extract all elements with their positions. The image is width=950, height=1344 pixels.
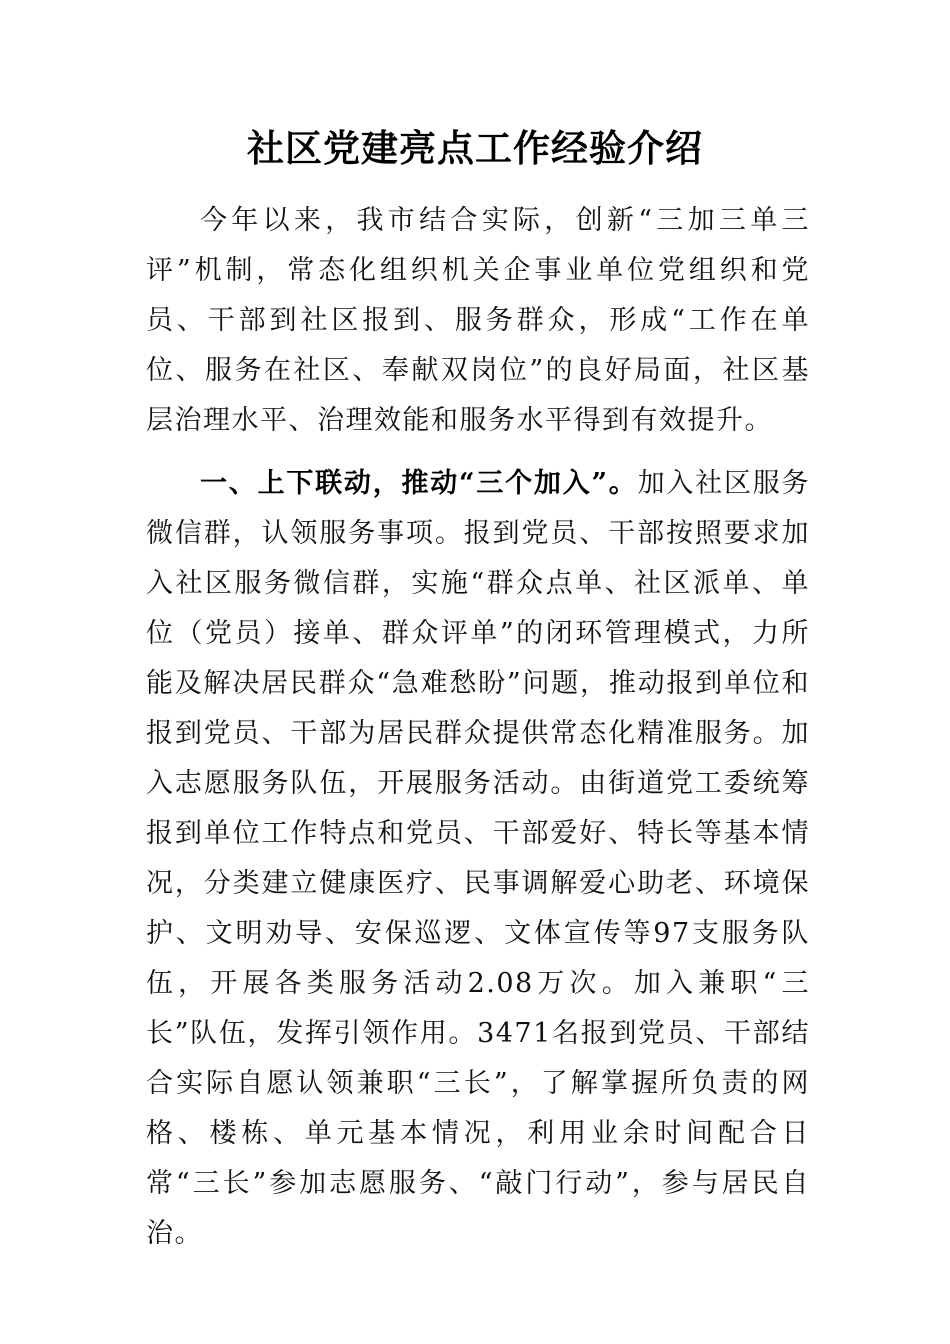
intro-paragraph-text: 今年以来，我市结合实际，创新“三加三单三评”机制，常态化组织机关企事业单位党组织和党员、干部到社区报到、服务群众，形成“工作在单位、服务在社区、奉献双岗位”的良好局面，社区基层治理水平、治理效能和服务水平得到有效提升。	[146, 205, 810, 436]
section-one-heading: 一、上下联动，推动“三个加入”。	[200, 468, 638, 499]
section-one-text: 加入社区服务微信群，认领服务事项。报到党员、干部按照要求加入社区服务微信群，实施“群众点单、社区派单、单位（党员）接单、群众评单”的闭环管理模式，力所能及解决居民群众“急难愁盼”问题，推动报到单位和报到党员、干部为居民群众提供常态化精准服务。加入志愿服务队伍，开展服务活动。由街道党工委统筹报到单位工作特点和党员、干部爱好、特长等基本情况，分类建立健康医疗、民事调解爱心助老、环境保护、文明劝导、安保巡逻、文体宣传等97支服务队伍，开展各类服务活动2.08万次。加入兼职“三长”队伍，发挥引领作用。3471名报到党员、干部结合实际自愿认领兼职“三长”，了解掌握所负责的网格、楼栋、单元基本情况，利用业余时间配合日常“三长”参加志愿服务、“敲门行动”，参与居民自治。	[146, 468, 811, 1249]
section-one-paragraph	[146, 459, 810, 1259]
document-title: 社区党建亮点工作经验介绍	[247, 126, 703, 170]
intro-paragraph	[146, 196, 810, 446]
